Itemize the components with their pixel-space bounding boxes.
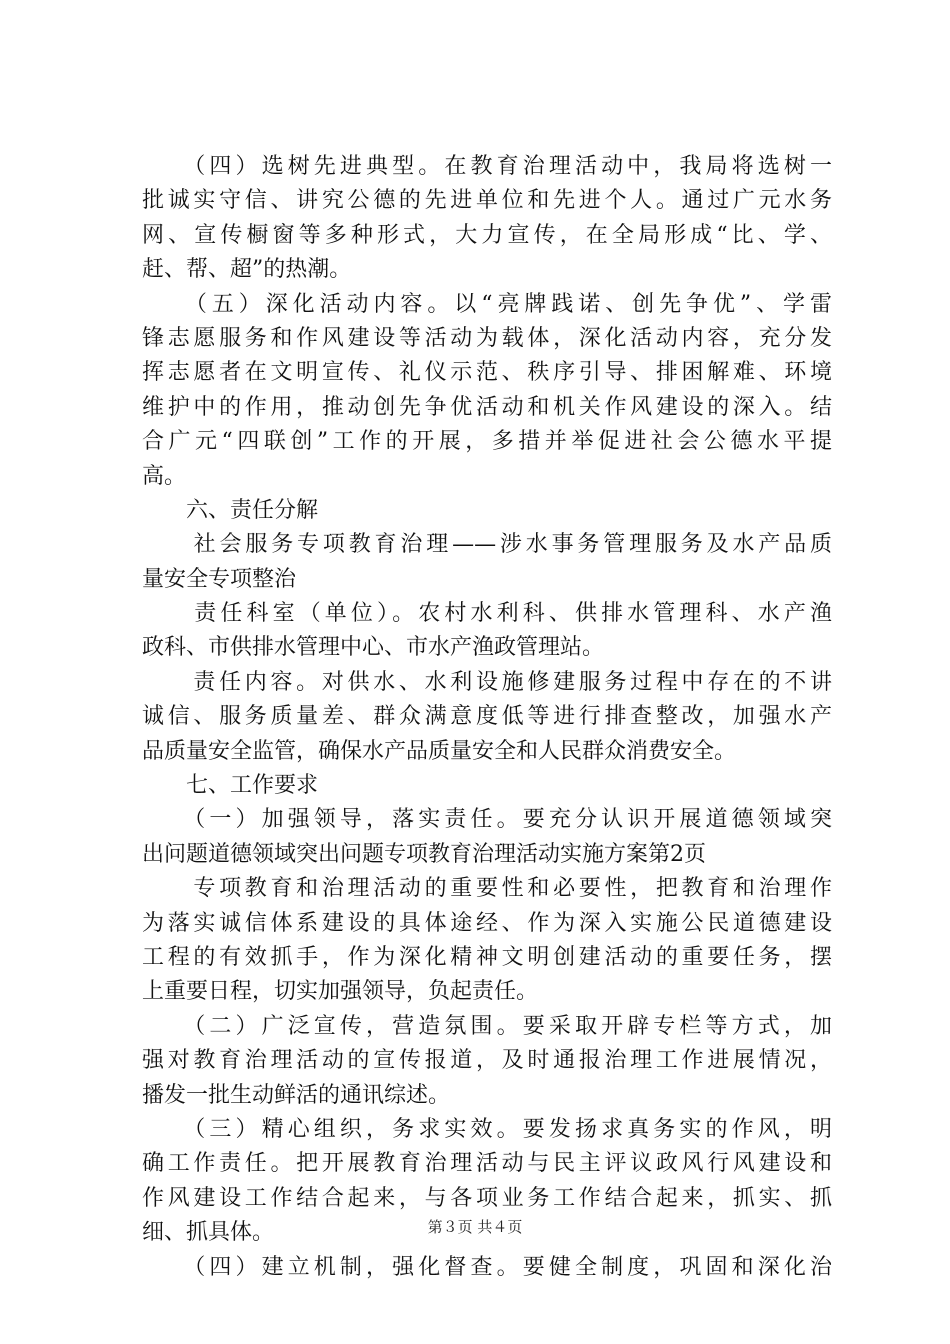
text-line: 七、工作要求 bbox=[142, 773, 319, 799]
text-line: 批诚实守信、讲究公德的先进单位和先进个人。通过广元水务 bbox=[142, 188, 832, 214]
page-footer: 第３页 共４页 bbox=[427, 1218, 523, 1236]
text-line: 赶、帮、超”的热潮。 bbox=[142, 257, 352, 283]
text-line: 维护中的作用，推动创先争优活动和机关作风建设的深入。结 bbox=[142, 394, 832, 420]
text-line: （四）选树先进典型。在教育治理活动中，我局将选树一 bbox=[142, 154, 832, 179]
text-line: 作风建设工作结合起来，与各项业务工作结合起来，抓实、抓 bbox=[142, 1185, 832, 1211]
text-line: 专项教育和治理活动的重要性和必要性，把教育和治理作 bbox=[142, 876, 832, 902]
text-line: 确工作责任。把开展教育治理活动与民主评议政风行风建设和 bbox=[142, 1151, 832, 1177]
text-line: 合广元“四联创”工作的开展，多措并举促进社会公德水平提 bbox=[142, 429, 832, 455]
text-line: （五）深化活动内容。以“亮牌践诺、创先争优”、学雷 bbox=[142, 291, 832, 317]
text-line: 细、抓具体。 bbox=[142, 1220, 275, 1246]
text-line: 出问题道德领域突出问题专项教育治理活动实施方案第2页 bbox=[142, 841, 706, 867]
text-line: （三）精心组织，务求实效。要发扬求真务实的作风，明 bbox=[142, 1116, 832, 1142]
text-line: 量安全专项整治 bbox=[142, 566, 297, 592]
text-line: 为落实诚信体系建设的具体途经、作为深入实施公民道德建设 bbox=[142, 910, 832, 936]
text-line: （一）加强领导，落实责任。要充分认识开展道德领域突 bbox=[142, 807, 832, 833]
text-line: 强对教育治理活动的宣传报道，及时通报治理工作进展情况， bbox=[142, 1048, 832, 1074]
document-body bbox=[142, 150, 832, 1285]
text-line: 网、宣传橱窗等多种形式，大力宣传，在全局形成“比、学、 bbox=[142, 222, 832, 248]
text-line: 社会服务专项教育治理——涉水事务管理服务及水产品质 bbox=[142, 532, 832, 558]
text-line: 政科、市供排水管理中心、市水产渔政管理站。 bbox=[142, 635, 605, 661]
text-line: 高。 bbox=[142, 463, 187, 489]
text-line: 播发一批生动鲜活的通讯综述。 bbox=[142, 1082, 451, 1108]
text-line: （四）建立机制，强化督查。要健全制度，巩固和深化治 bbox=[142, 1254, 832, 1280]
text-line: 六、责任分解 bbox=[142, 497, 319, 523]
text-line: 诚信、服务质量差、群众满意度低等进行排查整改，加强水产 bbox=[142, 704, 832, 730]
text-line: 品质量安全监管，确保水产品质量安全和人民群众消费安全。 bbox=[142, 738, 737, 764]
text-line: 工程的有效抓手，作为深化精神文明创建活动的重要任务，摆 bbox=[142, 944, 832, 970]
text-line: 责任科室（单位）。农村水利科、供排水管理科、水产渔 bbox=[142, 601, 832, 627]
text-line: （二）广泛宣传，营造氛围。要采取开辟专栏等方式，加 bbox=[142, 1013, 832, 1039]
text-line: 挥志愿者在文明宣传、礼仪示范、秩序引导、排困解难、环境 bbox=[142, 360, 832, 386]
text-line: 锋志愿服务和作风建设等活动为载体，深化活动内容，充分发 bbox=[142, 325, 832, 351]
text-line: 责任内容。对供水、水利设施修建服务过程中存在的不讲 bbox=[142, 669, 832, 695]
text-line: 上重要日程，切实加强领导，负起责任。 bbox=[142, 979, 539, 1005]
